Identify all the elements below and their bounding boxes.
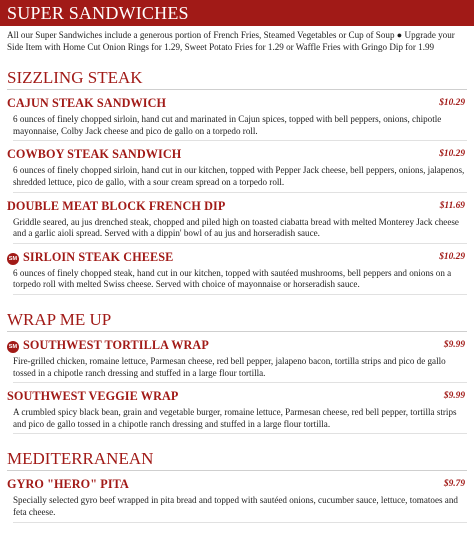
menu-item-description: 6 ounces of finely chopped sirloin, hand cut and marinated in Cajun spices, topped with bell peppers, onions, chipotle mayonnaise, Colby Jack cheese and pico de gallo on a torpedo roll. bbox=[13, 114, 467, 141]
menu-item-description: Griddle seared, au jus drenched steak, chopped and piled high on toasted ciabatta bread with melted Monterey Jack cheese and a garlic aioli spread. Served with a dippin' bowl of au jus and horseradish sauce. bbox=[13, 217, 467, 244]
menu-item-price: $9.79 bbox=[443, 479, 465, 490]
menu-item-description: A crumbled spicy black bean, grain and vegetable burger, romaine lettuce, Parmesan cheese, red bell pepper, tortilla strips and pico de gallo tossed in a chipotle ranch dressing and stuffed in a large flour tortilla. bbox=[13, 407, 467, 434]
menu-item-price: $10.29 bbox=[439, 149, 465, 160]
menu-item-header bbox=[7, 337, 467, 354]
menu-item-name-text: SIRLOIN STEAK CHEESE bbox=[23, 249, 174, 264]
menu-item-name bbox=[7, 476, 467, 493]
section-heading: SIZZLING STEAK bbox=[7, 68, 467, 90]
menu-sections bbox=[0, 68, 474, 522]
house-special-badge-icon: SM bbox=[7, 341, 19, 353]
menu-item-header bbox=[7, 146, 467, 163]
menu-item-header bbox=[7, 388, 467, 405]
menu-item-name-text: CAJUN STEAK SANDWICH bbox=[7, 96, 167, 111]
menu-item-name bbox=[7, 388, 467, 405]
menu-item-description: 6 ounces of finely chopped steak, hand cut in our kitchen, topped with sautéed mushrooms, bell peppers and onions on a torpedo roll with melted Swiss cheese. Served with choice of mayonnaise or horseradish sauce. bbox=[13, 268, 467, 295]
menu-item-name-text: SOUTHWEST TORTILLA WRAP bbox=[23, 337, 209, 352]
menu-item-price: $9.99 bbox=[443, 391, 465, 402]
menu-item-name-text: GYRO "HERO" PITA bbox=[7, 477, 129, 492]
menu-item-name bbox=[7, 337, 467, 354]
menu-item-header bbox=[7, 198, 467, 215]
section-heading: WRAP ME UP bbox=[7, 310, 467, 332]
menu-item-header bbox=[7, 476, 467, 493]
section-heading: MEDITERRANEAN bbox=[7, 449, 467, 471]
intro-text: All our Super Sandwiches include a generous portion of French Fries, Steamed Vegetables or Cup of Soup ● Upgrade your Side Item with Home Cut Onion Rings for 1.29, Sweet Potato Fries for 1.29 or Waffle Fries with Gringo Dip for 1.99 bbox=[7, 30, 455, 52]
menu-item-description: Specially selected gyro beef wrapped in pita bread and topped with sautéed onions, cucumber sauce, lettuce, tomatoes and feta cheese. bbox=[13, 495, 467, 522]
menu-item-name bbox=[7, 198, 467, 215]
menu-item-description: Fire-grilled chicken, romaine lettuce, Parmesan cheese, red bell pepper, jalapeno bacon, tortilla strips and pico de gallo tossed in a chipotle ranch dressing and stuffed in a large flour tortilla. bbox=[13, 356, 467, 383]
menu-item-name-text: SOUTHWEST VEGGIE WRAP bbox=[7, 389, 179, 404]
menu-item-name-text: DOUBLE MEAT BLOCK FRENCH DIP bbox=[7, 198, 226, 213]
house-special-badge-icon: SM bbox=[7, 253, 19, 265]
menu-item-header bbox=[7, 249, 467, 266]
menu-item-price: $11.69 bbox=[439, 200, 465, 211]
menu-item-name bbox=[7, 95, 467, 112]
menu-item-price: $9.99 bbox=[443, 339, 465, 350]
menu-item-price: $10.29 bbox=[439, 251, 465, 262]
menu-item-header bbox=[7, 95, 467, 112]
menu-item-price: $10.29 bbox=[439, 98, 465, 109]
menu-item-name bbox=[7, 146, 467, 163]
menu-item-name bbox=[7, 249, 467, 266]
page-title-banner: SUPER SANDWICHES bbox=[0, 0, 474, 26]
menu-item-name-text: COWBOY STEAK SANDWICH bbox=[7, 147, 182, 162]
menu-item-description: 6 ounces of finely chopped sirloin, hand cut in our kitchen, topped with Pepper Jack cheese, bell peppers, onions, jalapenos, shredded lettuce, pico de gallo, with a sour cream spread on a torpedo roll. bbox=[13, 165, 467, 192]
